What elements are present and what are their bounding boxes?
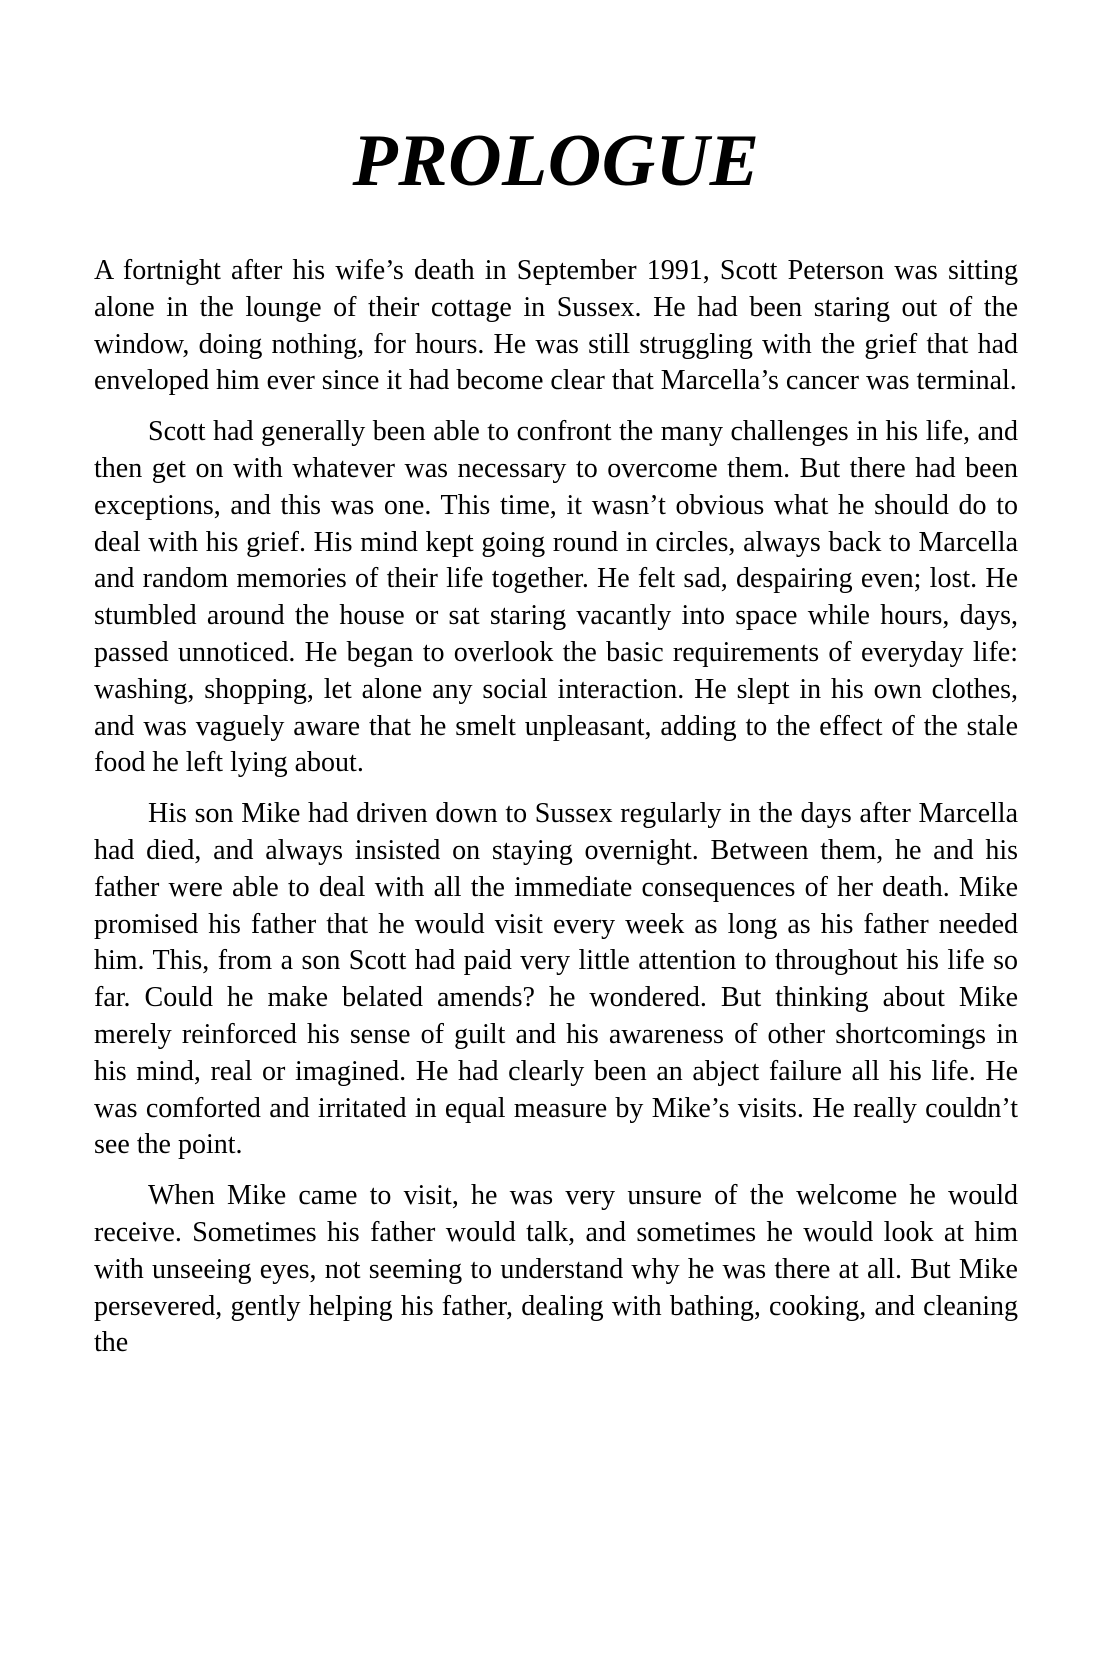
page-content [94, 253, 1018, 1362]
paragraph: His son Mike had driven down to Sussex regularly in the days after Marcella had died, and always insisted on staying overnight. Between them, he and his father were able to deal with all the immediate consequences of her death. Mike promised his father that he would visit every week as long as his father needed him. This, from a son Scott had paid very little attention to throughout his life so far. Could he make belated amends? he wondered. But thinking about Mike merely reinforced his sense of guilt and his awareness of other shortcomings in his mind, real or imagined. He had clearly been an abject failure all his life. He was comforted and irritated in equal measure by Mike’s visits. He really couldn’t see the point. [94, 798, 1018, 1161]
paragraph: Scott had generally been able to confront the many challenges in his life, and then get on with whatever was necessary to overcome them. But there had been exceptions, and this was one. This time, it wasn’t obvious what he should do to deal with his grief. His mind kept going round in circles, always back to Marcella and random memories of their life together. He felt sad, despairing even; lost. He stumbled around the house or sat staring vacantly into space while hours, days, passed unnoticed. He began to overlook the basic requirements of everyday life: washing, shopping, let alone any social interaction. He slept in his own clothes, and was vaguely aware that he smelt unpleasant, adding to the effect of the stale food he left lying about. [94, 416, 1018, 779]
chapter-title: PROLOGUE [352, 120, 760, 202]
paragraph: A fortnight after his wife’s death in September 1991, Scott Peterson was sitting alone in the lounge of their cottage in Sussex. He had been staring out of the window, doing nothing, for hours. He was still struggling with the grief that had enveloped him ever since it had become clear that Marcella’s cancer was terminal. [94, 255, 1018, 397]
paragraph: When Mike came to visit, he was very unsure of the welcome he would receive. Sometimes his father would talk, and sometimes he would look at him with unseeing eyes, not seeming to understand why he was there at all. But Mike persevered, gently helping his father, dealing with bathing, cooking, and cleaning the [94, 1180, 1018, 1359]
